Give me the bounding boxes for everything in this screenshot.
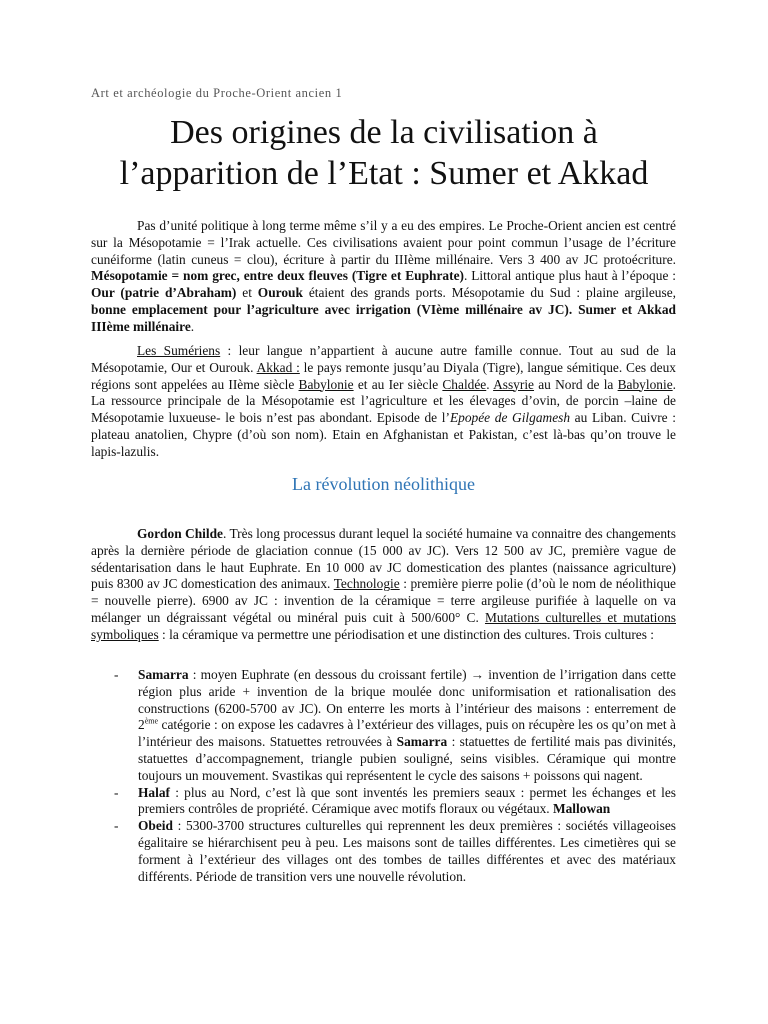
document-title [60,112,708,194]
text-run: le pays remonte jusqu’au Diyala (Tigre), langue sémitique. Ces deux régions sont appelées au IIème siècle [91,359,676,392]
bold-run: Ourouk [257,285,303,301]
title-line-2: l’apparition de l’Etat : Sumer et Akkad [119,155,649,192]
underlined-run: Mutations culturelles et mutations symboliques [91,609,676,642]
text-run: étaient des grands ports. Mésopotamie du Sud : plaine argileuse, [302,285,676,301]
text-run: au Nord de la [534,376,618,392]
text-run: : statuettes de fertilité mais pas divinités, statuettes d’accompagnement, triangle pubien souligné, seins visibles. Céramique qui montre toujours un mouvement. Svastikas qui représentent le cycle des saisons + poissons qui nagent. [138,734,676,783]
text-run: Pas d’unité politique à long terme même s’il y a eu des empires. Le Proche-Orient ancien est centré sur la Mésopotamie = l’Irak actuelle. Ces civilisations avaient pour point commun l’usage de l’écriture cunéiforme (latin cuneus = clou), écriture à partir du IIIème millénaire. Vers 3 400 av JC protoécriture. [91,218,676,267]
text-run: : plus au Nord, c’est là que sont inventés les premiers seaux : permet les échanges et les premiers contrôles de propriété. Céramique avec motifs floraux ou végétaux. [138,784,676,817]
bold-run: Samarra [396,734,448,750]
bold-run: Gordon Childe [137,526,223,541]
bold-run: Our (patrie d’Abraham) [91,285,237,301]
italic-run: Epopée de Gilgamesh [449,410,571,426]
text-run: . Très long processus durant lequel la société humaine va connaitre des changements après la dernière période de glaciation connue (15 000 av JC). Vers 12 500 av JC, première vague de sédentarisation dans le haut Euphrate. En 10 000 av JC domestication des plantes (naissance agriculture) puis 8300 av JC domestication des animaux. [91,526,676,592]
underlined-run: Les Sumériens [137,343,221,358]
superscript: ème [144,716,159,726]
bullet-dash: - [114,818,119,834]
title-line-1: Des origines de la civilisation à [170,114,598,151]
bold-run: Halaf [138,784,170,800]
text-run: et au Ier siècle [353,376,443,392]
underlined-run: Akkad : [256,359,300,375]
underlined-run: Assyrie [493,376,535,392]
text-run: . [190,318,195,334]
underlined-run: Babylonie [617,376,673,392]
bold-run: Samarra [138,667,189,682]
text-run: : première pierre polie (d’où le nom de néolithique = nouvelle pierre). 6900 av JC : invention de la céramique = terre argileuse purifiée à laquelle on va mélanger un dégraissant végétal ou minéral puis cuit à 500/600° C. [91,576,676,625]
paragraph-neolithique [91,526,676,644]
underlined-run: Technologie [333,576,400,592]
paragraph-intro [91,218,676,336]
text-run: catégorie : on expose les cadavres à l’extérieur des villages, puis on récupère les os qu’on met à l’intérieur des maisons. Statuettes retrouvées à [138,717,676,750]
list-item [91,785,676,819]
bold-run: Mésopotamie = nom grec, entre deux fleuves (Tigre et Euphrate) [91,268,464,284]
text-run: au Liban. Cuivre : plateau anatolien, Chypre (d’où son nom). Etain en Afghanistan et Pakistan, c’est là-bas qu’on trouve le lapis-lazulis. [91,410,676,459]
text-run: : la céramique va permettre une périodisation et une distinction des cultures. Trois cultures : [158,626,655,642]
page-header: Art et archéologie du Proche-Orient ancien 1 [91,86,343,100]
bold-run: Mallowan [552,801,611,817]
list-item [91,667,676,785]
underlined-run: Chaldée [442,376,487,392]
text-run: . [486,376,494,392]
bullet-dash: - [114,784,119,800]
cultures-list [91,667,676,885]
arrow-right-icon: → [470,667,485,682]
list-item [91,818,676,885]
text-run: invention de l’irrigation dans cette région plus aride + invention de la brique moulée donc uniformisation et rationalisation des constructions (6200-5700 av JC). On enterre les morts à l’intérieur des maisons : enterrement de 2 [138,667,676,733]
text-run: : moyen Euphrate (en dessous du croissant fertile) [188,667,471,682]
text-run: : 5300-3700 structures culturelles qui reprennent les deux premières : sociétés villageoises égalitaire se hiérarchisent peu à peu. Les maisons sont de tailles différentes. Les cimetières qui se forment à l’extérieur des villages ont des tombes de tailles différentes et avec des matériaux différents. Période de transition vers une nouvelle révolution. [138,818,676,884]
section-heading: La révolution néolithique [292,474,475,494]
text-run: . Littoral antique plus haut à l’époque : [463,268,676,284]
underlined-run: Babylonie [298,376,354,392]
text-run: : leur langue n’appartient à aucune autre famille connue. Tout au sud de la Mésopotamie, Our et Ourouk. [91,343,676,375]
text-run: et [236,285,258,301]
bullet-dash: - [114,667,119,682]
text-run: . La ressource principale de la Mésopotamie est l’agriculture et les élevages d’ovin, de porcin –laine de Mésopotamie luxueuse- le bois n’est pas abondant. Episode de l’ [91,376,677,426]
bold-run: bonne emplacement pour l’agriculture avec irrigation (VIème millénaire av JC). Sumer et Akkad IIIème millénaire [91,301,676,334]
bold-run: Obeid [138,818,173,834]
paragraph-sumeriens [91,343,676,461]
